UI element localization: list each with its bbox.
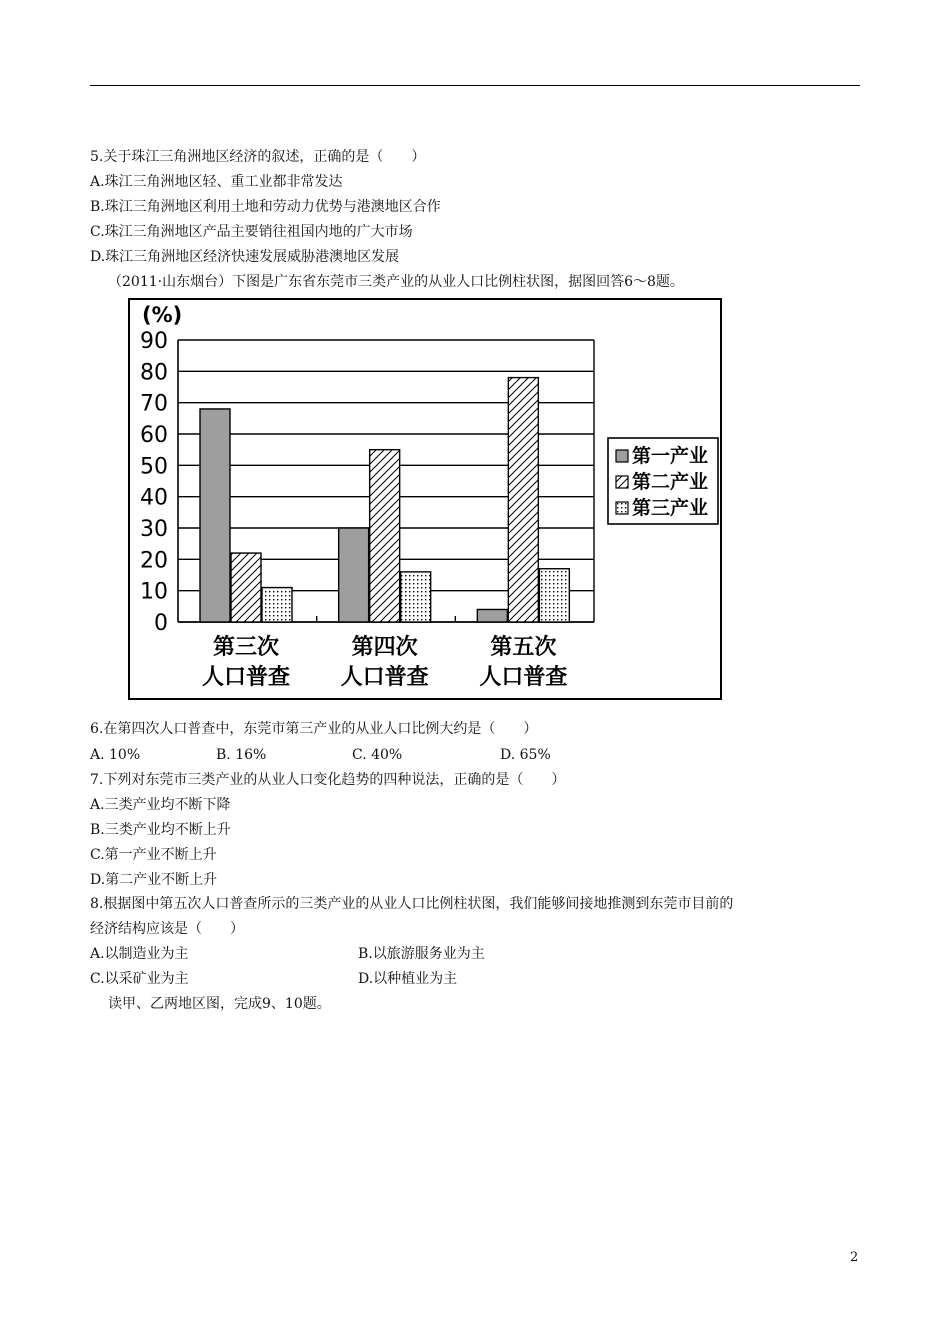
y-tick-label-0: 0 — [154, 611, 168, 636]
bar-第二产业-第三次 — [231, 553, 261, 622]
bar-第二产业-第五次 — [508, 378, 538, 622]
page-number: 2 — [850, 1250, 859, 1265]
q6-option-b: B. 16% — [216, 747, 267, 763]
legend-label-1: 第二产业 — [632, 471, 709, 493]
q6-option-d: D. 65% — [500, 747, 551, 763]
q8-option-c: C.以采矿业为主 — [90, 971, 189, 987]
employment-bar-chart — [128, 298, 722, 700]
y-tick-label-90: 90 — [140, 329, 168, 354]
q7-option-a: A.三类产业均不断下降 — [90, 797, 231, 813]
legend-label-2: 第三产业 — [632, 497, 709, 519]
y-tick-label-40: 40 — [140, 485, 168, 511]
legend-label-0: 第一产业 — [632, 445, 709, 467]
q7-stem: 7.下列对东莞市三类产业的从业人口变化趋势的四种说法，正确的是（ ） — [90, 772, 566, 788]
q5-stem: 5.关于珠江三角洲地区经济的叙述，正确的是（ ） — [90, 149, 426, 165]
q7-option-c: C.第一产业不断上升 — [90, 847, 217, 863]
q5-option-d: D.珠江三角洲地区经济快速发展威胁港澳地区发展 — [90, 249, 400, 265]
bar-第一产业-第三次 — [200, 409, 230, 622]
q7-option-d: D.第二产业不断上升 — [90, 872, 218, 888]
q5-option-a: A.珠江三角洲地区轻、重工业都非常发达 — [90, 174, 343, 190]
bar-第一产业-第四次 — [339, 528, 369, 622]
q5-option-c: C.珠江三角洲地区产品主要销往祖国内地的广大市场 — [90, 224, 413, 240]
legend-swatch-0 — [616, 450, 628, 462]
x-category-label-2-0: 第五次 — [490, 635, 557, 660]
x-category-label-2-1: 人口普查 — [479, 665, 568, 690]
q9-intro: 读甲、乙两地区图，完成9、10题。 — [108, 996, 331, 1012]
q8-option-b: B.以旅游服务业为主 — [358, 946, 485, 962]
q8-option-a: A.以制造业为主 — [90, 946, 189, 962]
chart-svg — [128, 298, 722, 700]
bar-第三产业-第五次 — [539, 569, 569, 622]
x-category-label-0-1: 人口普查 — [201, 665, 291, 690]
bar-第一产业-第五次 — [477, 609, 507, 622]
y-tick-label-10: 10 — [140, 579, 168, 605]
legend-swatch-2 — [616, 502, 628, 514]
q5-option-b: B.珠江三角洲地区利用土地和劳动力优势与港澳地区合作 — [90, 199, 441, 215]
y-tick-label-50: 50 — [140, 454, 168, 480]
legend-swatch-1 — [616, 476, 628, 488]
q8-stem-line1: 8.根据图中第五次人口普查所示的三类产业的从业人口比例柱状图，我们能够间接地推测到东莞市目前的 — [90, 896, 734, 912]
q8-stem-line2: 经济结构应该是（ ） — [90, 921, 244, 937]
y-tick-label-80: 80 — [140, 360, 168, 386]
bar-第二产业-第四次 — [370, 450, 400, 622]
y-unit-label: (%) — [142, 303, 183, 327]
q6-stem: 6.在第四次人口普查中，东莞市第三产业的从业人口比例大约是（ ） — [90, 721, 538, 737]
q6-option-c: C. 40% — [352, 747, 403, 763]
bar-第三产业-第三次 — [262, 588, 292, 622]
x-category-label-0-0: 第三次 — [212, 635, 280, 660]
y-tick-label-30: 30 — [140, 517, 168, 542]
q8-option-d: D.以种植业为主 — [358, 971, 458, 987]
y-tick-label-20: 20 — [140, 548, 168, 574]
x-category-label-1-1: 人口普查 — [340, 665, 429, 690]
q7-option-b: B.三类产业均不断上升 — [90, 822, 231, 838]
x-category-label-1-0: 第四次 — [351, 635, 418, 660]
q6-option-a: A. 10% — [90, 747, 141, 763]
y-tick-label-60: 60 — [140, 423, 168, 448]
bar-第三产业-第四次 — [401, 572, 431, 622]
header-rule — [90, 85, 860, 86]
chart-intro: （2011·山东烟台）下图是广东省东莞市三类产业的从业人口比例柱状图，据图回答6～8题。 — [108, 274, 684, 290]
y-tick-label-70: 70 — [140, 391, 168, 417]
